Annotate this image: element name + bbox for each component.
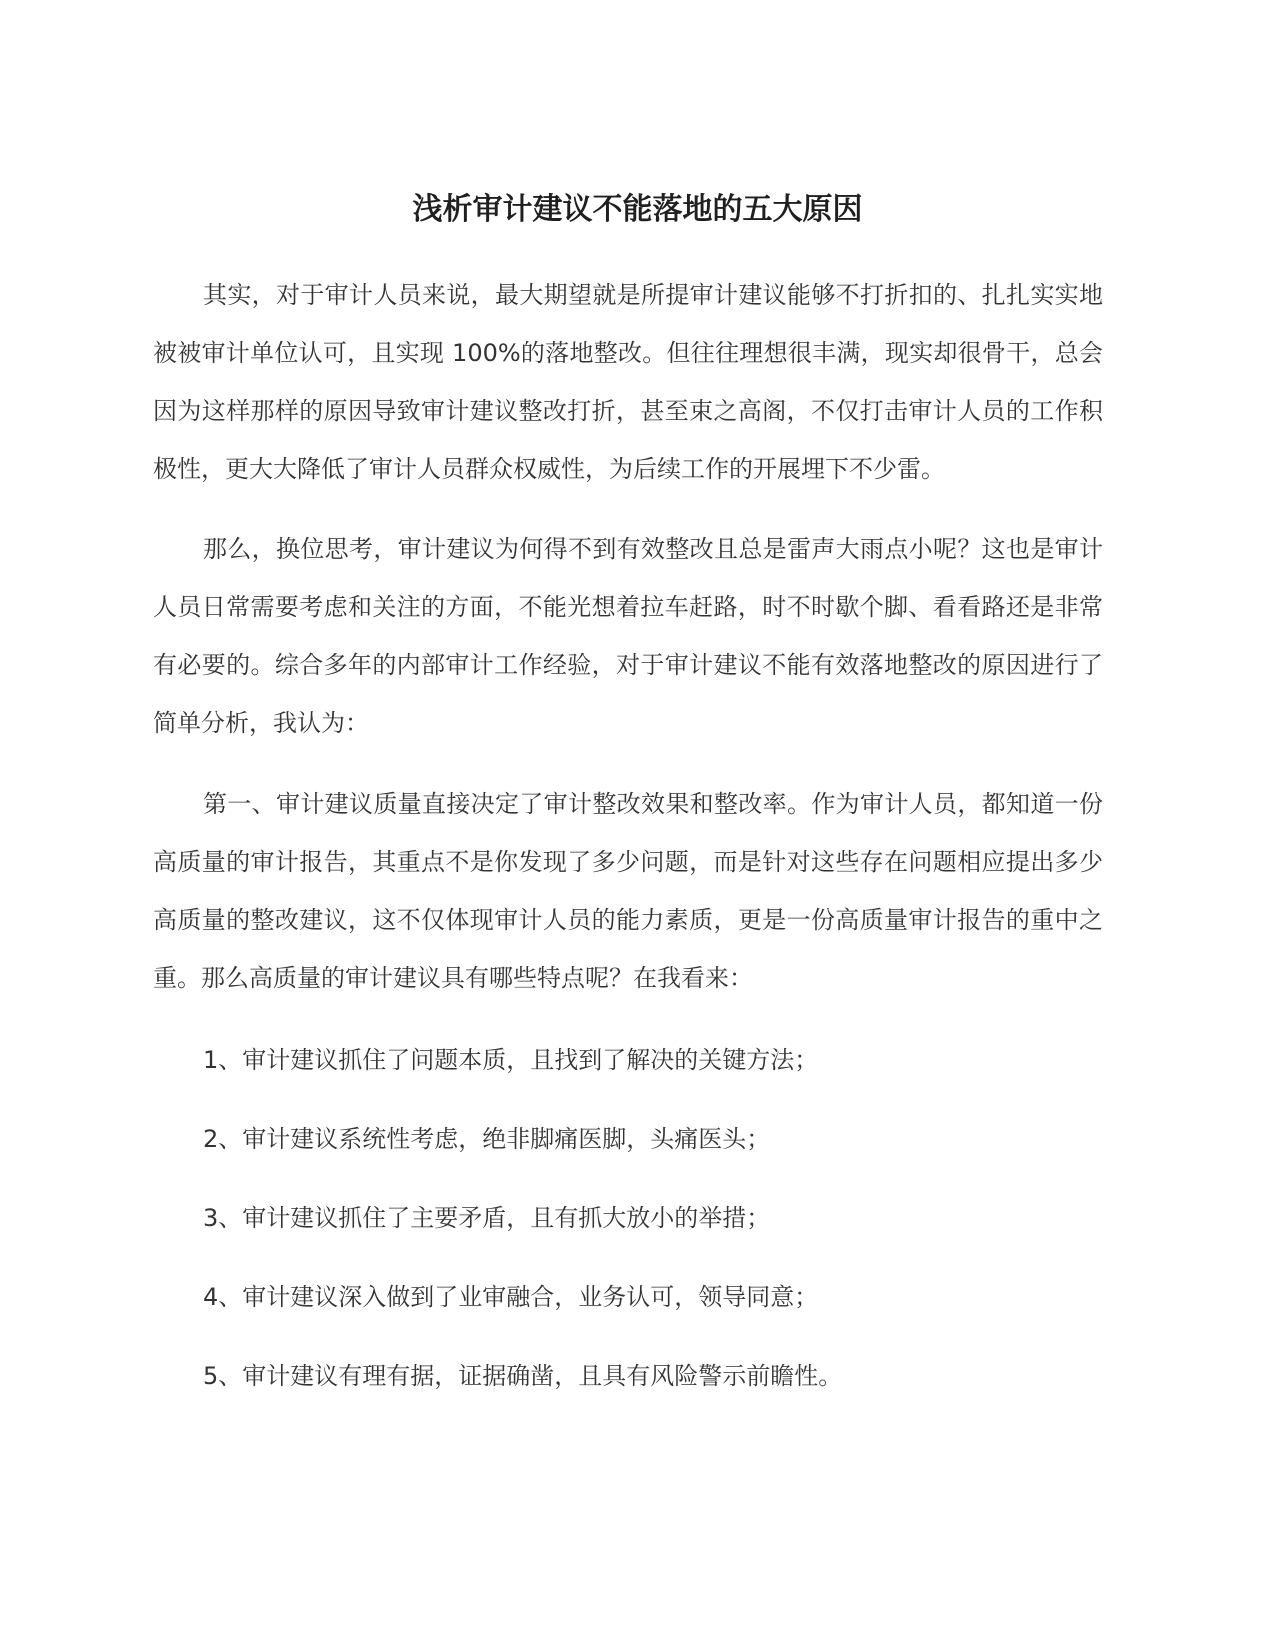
list-item: 3、审计建议抓住了主要矛盾，且有抓大放小的举措； (203, 1204, 771, 1232)
list-item: 4、审计建议深入做到了业审融合，业务认可，领导同意； (203, 1283, 819, 1311)
document-title: 浅析审计建议不能落地的五大原因 (412, 192, 863, 227)
paragraph-analysis: 那么，换位思考，审计建议为何得不到有效整改且总是雷声大雨点小呢？这也是审计人员日常需要考虑和关注的方面，不能光想着拉车赶路，时不时歇个脚、看看路还是非常有必要的。综合多年的内部审计工作经验，对于审计建议不能有效落地整改的原因进行了简单分析，我认为： (153, 535, 1103, 737)
list-item: 1、审计建议抓住了问题本质，且找到了解决的关键方法； (203, 1046, 819, 1074)
paragraph-intro: 其实，对于审计人员来说，最大期望就是所提审计建议能够不打折扣的、扎扎实实地被被审计单位认可，且实现 100%的落地整改。但往往理想很丰满，现实却很骨干，总会因为这样那样的原因导致审计建议整改打折，甚至束之高阁，不仅打击审计人员的工作积极性，更大大降低了审计人员群众权威性，为后续工作的开展埋下不少雷。 (153, 281, 1103, 483)
list-item: 2、审计建议系统性考虑，绝非脚痛医脚，头痛医头； (203, 1125, 771, 1153)
paragraph-first-reason: 第一、审计建议质量直接决定了审计整改效果和整改率。作为审计人员，都知道一份高质量的审计报告，其重点不是你发现了多少问题，而是针对这些存在问题相应提出多少高质量的整改建议，这不仅体现审计人员的能力素质，更是一份高质量审计报告的重中之重。那么高质量的审计建议具有哪些特点呢？在我看来： (153, 790, 1103, 992)
list-item: 5、审计建议有理有据，证据确凿，且具有风险警示前瞻性。 (203, 1362, 843, 1390)
